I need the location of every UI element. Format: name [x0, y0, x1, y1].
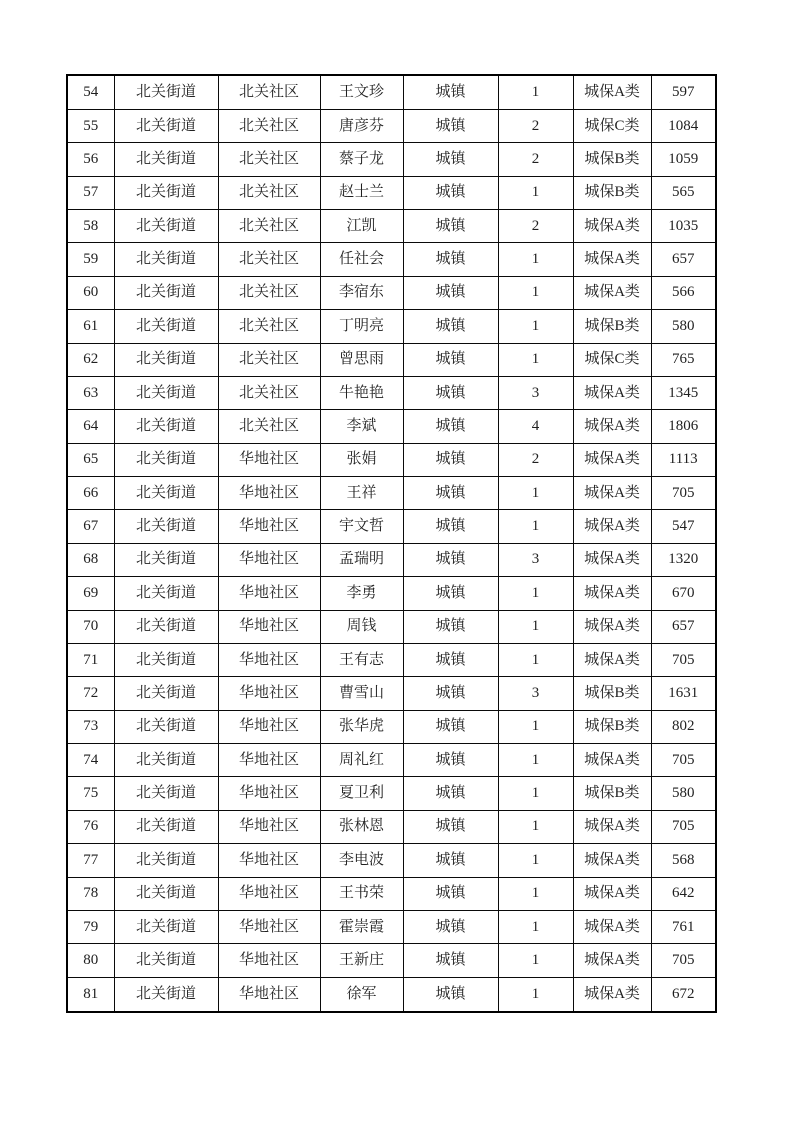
cell-amount: 547: [651, 510, 716, 543]
cell-person-name: 李电波: [320, 844, 403, 877]
cell-person-count: 1: [498, 877, 573, 910]
cell-person-name: 王书荣: [320, 877, 403, 910]
cell-person-name: 王祥: [320, 477, 403, 510]
cell-amount: 705: [651, 477, 716, 510]
cell-amount: 642: [651, 877, 716, 910]
cell-insurance-category: 城保A类: [573, 610, 651, 643]
cell-person-name: 任社会: [320, 243, 403, 276]
cell-community: 华地社区: [218, 643, 320, 676]
cell-residence-type: 城镇: [403, 877, 498, 910]
cell-row-number: 80: [67, 944, 114, 977]
cell-community: 华地社区: [218, 677, 320, 710]
cell-amount: 580: [651, 777, 716, 810]
cell-row-number: 72: [67, 677, 114, 710]
cell-insurance-category: 城保A类: [573, 643, 651, 676]
cell-amount: 657: [651, 610, 716, 643]
cell-community: 华地社区: [218, 810, 320, 843]
table-row: [67, 443, 716, 476]
cell-insurance-category: 城保B类: [573, 176, 651, 209]
cell-residence-type: 城镇: [403, 243, 498, 276]
cell-community: 华地社区: [218, 577, 320, 610]
cell-row-number: 74: [67, 744, 114, 777]
cell-community: 北关社区: [218, 410, 320, 443]
cell-amount: 1035: [651, 210, 716, 243]
cell-person-name: 李勇: [320, 577, 403, 610]
cell-amount: 566: [651, 276, 716, 309]
cell-community: 北关社区: [218, 276, 320, 309]
cell-person-count: 1: [498, 577, 573, 610]
table-row: [67, 777, 716, 810]
cell-person-count: 1: [498, 944, 573, 977]
cell-community: 华地社区: [218, 710, 320, 743]
cell-amount: 705: [651, 744, 716, 777]
cell-person-count: 1: [498, 610, 573, 643]
table-row: [67, 610, 716, 643]
cell-insurance-category: 城保A类: [573, 210, 651, 243]
cell-insurance-category: 城保A类: [573, 510, 651, 543]
cell-person-name: 唐彦芬: [320, 109, 403, 142]
cell-person-count: 1: [498, 910, 573, 943]
cell-amount: 1084: [651, 109, 716, 142]
benefit-roster-table: [66, 74, 717, 1013]
table-row: [67, 877, 716, 910]
cell-street: 北关街道: [114, 310, 218, 343]
cell-street: 北关街道: [114, 777, 218, 810]
cell-residence-type: 城镇: [403, 210, 498, 243]
cell-residence-type: 城镇: [403, 710, 498, 743]
table-row: [67, 510, 716, 543]
cell-person-count: 1: [498, 176, 573, 209]
cell-row-number: 61: [67, 310, 114, 343]
cell-street: 北关街道: [114, 577, 218, 610]
cell-community: 华地社区: [218, 844, 320, 877]
cell-residence-type: 城镇: [403, 810, 498, 843]
cell-row-number: 55: [67, 109, 114, 142]
cell-street: 北关街道: [114, 810, 218, 843]
table-row: [67, 143, 716, 176]
cell-amount: 1059: [651, 143, 716, 176]
cell-amount: 1320: [651, 543, 716, 576]
cell-street: 北关街道: [114, 877, 218, 910]
cell-person-name: 张林恩: [320, 810, 403, 843]
table-row: [67, 109, 716, 142]
cell-person-count: 1: [498, 744, 573, 777]
cell-community: 北关社区: [218, 176, 320, 209]
cell-person-count: 1: [498, 977, 573, 1012]
cell-residence-type: 城镇: [403, 477, 498, 510]
cell-community: 华地社区: [218, 543, 320, 576]
table-row: [67, 210, 716, 243]
cell-street: 北关街道: [114, 844, 218, 877]
cell-insurance-category: 城保A类: [573, 910, 651, 943]
table-row: [67, 75, 716, 109]
cell-residence-type: 城镇: [403, 643, 498, 676]
cell-person-name: 牛艳艳: [320, 376, 403, 409]
cell-row-number: 62: [67, 343, 114, 376]
cell-street: 北关街道: [114, 510, 218, 543]
cell-amount: 802: [651, 710, 716, 743]
table-row: [67, 176, 716, 209]
cell-amount: 670: [651, 577, 716, 610]
cell-amount: 765: [651, 343, 716, 376]
cell-person-count: 1: [498, 310, 573, 343]
cell-residence-type: 城镇: [403, 343, 498, 376]
cell-person-count: 1: [498, 643, 573, 676]
table-row: [67, 643, 716, 676]
cell-amount: 1113: [651, 443, 716, 476]
cell-residence-type: 城镇: [403, 376, 498, 409]
table-row: [67, 343, 716, 376]
cell-amount: 597: [651, 75, 716, 109]
cell-row-number: 65: [67, 443, 114, 476]
cell-person-count: 2: [498, 109, 573, 142]
cell-person-count: 4: [498, 410, 573, 443]
cell-insurance-category: 城保A类: [573, 810, 651, 843]
cell-row-number: 57: [67, 176, 114, 209]
cell-residence-type: 城镇: [403, 944, 498, 977]
cell-row-number: 59: [67, 243, 114, 276]
cell-street: 北关街道: [114, 243, 218, 276]
cell-street: 北关街道: [114, 75, 218, 109]
cell-insurance-category: 城保A类: [573, 376, 651, 409]
cell-residence-type: 城镇: [403, 744, 498, 777]
cell-amount: 672: [651, 977, 716, 1012]
cell-community: 华地社区: [218, 477, 320, 510]
cell-amount: 1345: [651, 376, 716, 409]
cell-insurance-category: 城保A类: [573, 276, 651, 309]
cell-person-count: 3: [498, 543, 573, 576]
cell-person-count: 1: [498, 810, 573, 843]
cell-amount: 565: [651, 176, 716, 209]
cell-person-name: 霍崇霞: [320, 910, 403, 943]
cell-person-name: 张华虎: [320, 710, 403, 743]
cell-insurance-category: 城保A类: [573, 744, 651, 777]
cell-person-count: 1: [498, 276, 573, 309]
cell-community: 北关社区: [218, 109, 320, 142]
cell-insurance-category: 城保B类: [573, 710, 651, 743]
table-body: [67, 75, 716, 1012]
cell-community: 华地社区: [218, 610, 320, 643]
cell-insurance-category: 城保C类: [573, 343, 651, 376]
cell-residence-type: 城镇: [403, 610, 498, 643]
cell-street: 北关街道: [114, 176, 218, 209]
cell-person-count: 2: [498, 443, 573, 476]
cell-street: 北关街道: [114, 710, 218, 743]
cell-street: 北关街道: [114, 677, 218, 710]
cell-insurance-category: 城保A类: [573, 844, 651, 877]
cell-person-name: 赵士兰: [320, 176, 403, 209]
cell-street: 北关街道: [114, 343, 218, 376]
cell-row-number: 54: [67, 75, 114, 109]
cell-insurance-category: 城保A类: [573, 443, 651, 476]
cell-community: 华地社区: [218, 877, 320, 910]
cell-insurance-category: 城保A类: [573, 944, 651, 977]
cell-community: 华地社区: [218, 744, 320, 777]
cell-insurance-category: 城保A类: [573, 977, 651, 1012]
cell-amount: 568: [651, 844, 716, 877]
cell-insurance-category: 城保A类: [573, 543, 651, 576]
cell-street: 北关街道: [114, 376, 218, 409]
table-row: [67, 810, 716, 843]
cell-street: 北关街道: [114, 210, 218, 243]
cell-person-name: 宇文哲: [320, 510, 403, 543]
cell-residence-type: 城镇: [403, 677, 498, 710]
cell-row-number: 79: [67, 910, 114, 943]
cell-street: 北关街道: [114, 477, 218, 510]
table-row: [67, 577, 716, 610]
table-row: [67, 276, 716, 309]
cell-row-number: 60: [67, 276, 114, 309]
cell-person-count: 1: [498, 75, 573, 109]
cell-person-count: 2: [498, 210, 573, 243]
cell-row-number: 58: [67, 210, 114, 243]
cell-person-count: 1: [498, 710, 573, 743]
cell-amount: 705: [651, 944, 716, 977]
cell-amount: 1631: [651, 677, 716, 710]
cell-street: 北关街道: [114, 143, 218, 176]
cell-community: 北关社区: [218, 310, 320, 343]
table-row: [67, 376, 716, 409]
cell-residence-type: 城镇: [403, 176, 498, 209]
cell-residence-type: 城镇: [403, 410, 498, 443]
cell-person-count: 1: [498, 477, 573, 510]
cell-person-name: 王新庄: [320, 944, 403, 977]
cell-street: 北关街道: [114, 910, 218, 943]
cell-insurance-category: 城保B类: [573, 143, 651, 176]
cell-community: 华地社区: [218, 510, 320, 543]
cell-insurance-category: 城保A类: [573, 410, 651, 443]
cell-person-name: 徐军: [320, 977, 403, 1012]
cell-person-name: 丁明亮: [320, 310, 403, 343]
cell-insurance-category: 城保A类: [573, 877, 651, 910]
cell-community: 华地社区: [218, 944, 320, 977]
cell-person-name: 李宿东: [320, 276, 403, 309]
cell-row-number: 71: [67, 643, 114, 676]
table-row: [67, 243, 716, 276]
cell-person-name: 周钱: [320, 610, 403, 643]
cell-street: 北关街道: [114, 977, 218, 1012]
cell-row-number: 81: [67, 977, 114, 1012]
table-row: [67, 744, 716, 777]
cell-amount: 705: [651, 643, 716, 676]
cell-row-number: 63: [67, 376, 114, 409]
cell-amount: 1806: [651, 410, 716, 443]
cell-person-count: 1: [498, 243, 573, 276]
cell-row-number: 68: [67, 543, 114, 576]
cell-amount: 761: [651, 910, 716, 943]
cell-insurance-category: 城保A类: [573, 477, 651, 510]
cell-person-name: 王文珍: [320, 75, 403, 109]
cell-community: 华地社区: [218, 443, 320, 476]
cell-person-name: 周礼红: [320, 744, 403, 777]
table-row: [67, 543, 716, 576]
table-row: [67, 844, 716, 877]
cell-person-count: 3: [498, 677, 573, 710]
cell-insurance-category: 城保A类: [573, 75, 651, 109]
cell-community: 北关社区: [218, 243, 320, 276]
cell-street: 北关街道: [114, 410, 218, 443]
cell-row-number: 75: [67, 777, 114, 810]
cell-row-number: 76: [67, 810, 114, 843]
cell-amount: 705: [651, 810, 716, 843]
table-row: [67, 944, 716, 977]
cell-row-number: 77: [67, 844, 114, 877]
cell-residence-type: 城镇: [403, 510, 498, 543]
cell-row-number: 73: [67, 710, 114, 743]
cell-row-number: 67: [67, 510, 114, 543]
cell-street: 北关街道: [114, 276, 218, 309]
cell-person-count: 1: [498, 777, 573, 810]
cell-street: 北关街道: [114, 443, 218, 476]
cell-insurance-category: 城保B类: [573, 777, 651, 810]
cell-residence-type: 城镇: [403, 977, 498, 1012]
cell-person-name: 曹雪山: [320, 677, 403, 710]
cell-row-number: 56: [67, 143, 114, 176]
cell-person-name: 孟瑞明: [320, 543, 403, 576]
cell-community: 北关社区: [218, 343, 320, 376]
cell-row-number: 78: [67, 877, 114, 910]
cell-community: 华地社区: [218, 910, 320, 943]
cell-person-name: 李斌: [320, 410, 403, 443]
cell-community: 华地社区: [218, 777, 320, 810]
cell-street: 北关街道: [114, 543, 218, 576]
table-row: [67, 910, 716, 943]
cell-community: 北关社区: [218, 75, 320, 109]
cell-residence-type: 城镇: [403, 543, 498, 576]
cell-residence-type: 城镇: [403, 276, 498, 309]
cell-community: 华地社区: [218, 977, 320, 1012]
cell-residence-type: 城镇: [403, 844, 498, 877]
cell-person-count: 1: [498, 343, 573, 376]
cell-residence-type: 城镇: [403, 577, 498, 610]
cell-row-number: 66: [67, 477, 114, 510]
cell-residence-type: 城镇: [403, 910, 498, 943]
cell-insurance-category: 城保C类: [573, 109, 651, 142]
cell-person-name: 曾思雨: [320, 343, 403, 376]
cell-person-name: 夏卫利: [320, 777, 403, 810]
cell-row-number: 64: [67, 410, 114, 443]
table-row: [67, 710, 716, 743]
cell-person-name: 王有志: [320, 643, 403, 676]
cell-insurance-category: 城保A类: [573, 577, 651, 610]
cell-street: 北关街道: [114, 610, 218, 643]
cell-person-count: 1: [498, 844, 573, 877]
cell-person-name: 江凯: [320, 210, 403, 243]
cell-insurance-category: 城保A类: [573, 243, 651, 276]
cell-street: 北关街道: [114, 643, 218, 676]
cell-person-name: 蔡子龙: [320, 143, 403, 176]
table-row: [67, 310, 716, 343]
cell-person-count: 1: [498, 510, 573, 543]
cell-residence-type: 城镇: [403, 310, 498, 343]
cell-amount: 580: [651, 310, 716, 343]
cell-insurance-category: 城保B类: [573, 677, 651, 710]
cell-residence-type: 城镇: [403, 443, 498, 476]
table-row: [67, 410, 716, 443]
cell-row-number: 69: [67, 577, 114, 610]
cell-residence-type: 城镇: [403, 109, 498, 142]
cell-person-name: 张娟: [320, 443, 403, 476]
cell-community: 北关社区: [218, 210, 320, 243]
cell-street: 北关街道: [114, 944, 218, 977]
table-row: [67, 677, 716, 710]
cell-person-count: 3: [498, 376, 573, 409]
cell-residence-type: 城镇: [403, 75, 498, 109]
cell-residence-type: 城镇: [403, 777, 498, 810]
cell-row-number: 70: [67, 610, 114, 643]
cell-street: 北关街道: [114, 744, 218, 777]
cell-insurance-category: 城保B类: [573, 310, 651, 343]
table-row: [67, 977, 716, 1012]
cell-person-count: 2: [498, 143, 573, 176]
cell-street: 北关街道: [114, 109, 218, 142]
cell-amount: 657: [651, 243, 716, 276]
cell-community: 北关社区: [218, 143, 320, 176]
table-row: [67, 477, 716, 510]
cell-residence-type: 城镇: [403, 143, 498, 176]
cell-community: 北关社区: [218, 376, 320, 409]
